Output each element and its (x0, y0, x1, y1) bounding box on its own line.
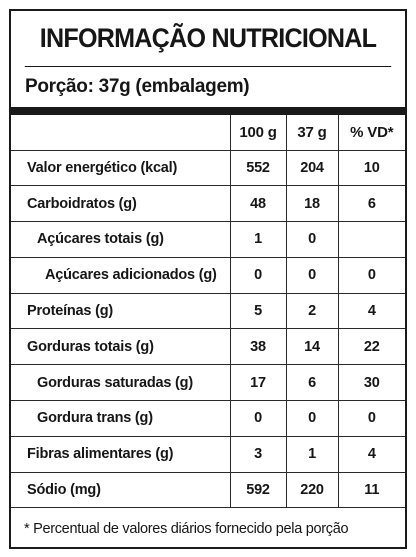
serving-size: Porção: 37g (embalagem) (25, 76, 250, 97)
table-row (11, 150, 405, 186)
value-100g: 17 (230, 365, 286, 401)
value-37g: 18 (286, 186, 338, 222)
value-37g: 0 (286, 401, 338, 437)
table-row (11, 436, 405, 472)
value-100g: 1 (230, 222, 286, 258)
value-vd (338, 222, 405, 258)
nutrient-name: Gorduras saturadas (g) (11, 365, 230, 401)
value-100g: 3 (230, 436, 286, 472)
table-row (11, 293, 405, 329)
nutrient-name: Carboidratos (g) (11, 186, 230, 222)
value-100g: 48 (230, 186, 286, 222)
thick-divider (11, 107, 405, 115)
value-vd: 6 (338, 186, 405, 222)
header-nutrient (11, 115, 230, 150)
header-100g: 100 g (230, 115, 286, 150)
value-vd: 4 (338, 436, 405, 472)
value-vd: 30 (338, 365, 405, 401)
table-row (11, 257, 405, 293)
nutrition-table (11, 115, 405, 508)
nutrient-name: Sódio (mg) (11, 472, 230, 508)
value-100g: 38 (230, 329, 286, 365)
table-row (11, 186, 405, 222)
value-vd: 0 (338, 257, 405, 293)
value-100g: 592 (230, 472, 286, 508)
table-row (11, 401, 405, 437)
table-row (11, 365, 405, 401)
value-100g: 0 (230, 401, 286, 437)
header-37g: 37 g (286, 115, 338, 150)
value-vd: 11 (338, 472, 405, 508)
header-vd: % VD* (338, 115, 405, 150)
table-row (11, 222, 405, 258)
table-header-row (11, 115, 405, 150)
table-row (11, 472, 405, 508)
value-37g: 220 (286, 472, 338, 508)
value-100g: 0 (230, 257, 286, 293)
value-37g: 2 (286, 293, 338, 329)
footnote: * Percentual de valores diários fornecido pela porção (24, 521, 349, 537)
value-37g: 0 (286, 257, 338, 293)
nutrient-name: Gorduras totais (g) (11, 329, 230, 365)
value-37g: 1 (286, 436, 338, 472)
table-row (11, 329, 405, 365)
value-vd: 10 (338, 150, 405, 186)
value-37g: 204 (286, 150, 338, 186)
value-100g: 552 (230, 150, 286, 186)
nutrient-name: Gordura trans (g) (11, 401, 230, 437)
value-100g: 5 (230, 293, 286, 329)
nutrition-label (9, 9, 407, 549)
nutrient-name: Fibras alimentares (g) (11, 436, 230, 472)
nutrient-name: Açúcares totais (g) (11, 222, 230, 258)
value-37g: 6 (286, 365, 338, 401)
nutrient-name: Açúcares adicionados (g) (11, 257, 230, 293)
value-vd: 22 (338, 329, 405, 365)
nutrient-name: Valor energético (kcal) (11, 150, 230, 186)
value-37g: 0 (286, 222, 338, 258)
value-vd: 0 (338, 401, 405, 437)
value-vd: 4 (338, 293, 405, 329)
nutrient-name: Proteínas (g) (11, 293, 230, 329)
value-37g: 14 (286, 329, 338, 365)
label-title: INFORMAÇÃO NUTRICIONAL (25, 11, 391, 67)
